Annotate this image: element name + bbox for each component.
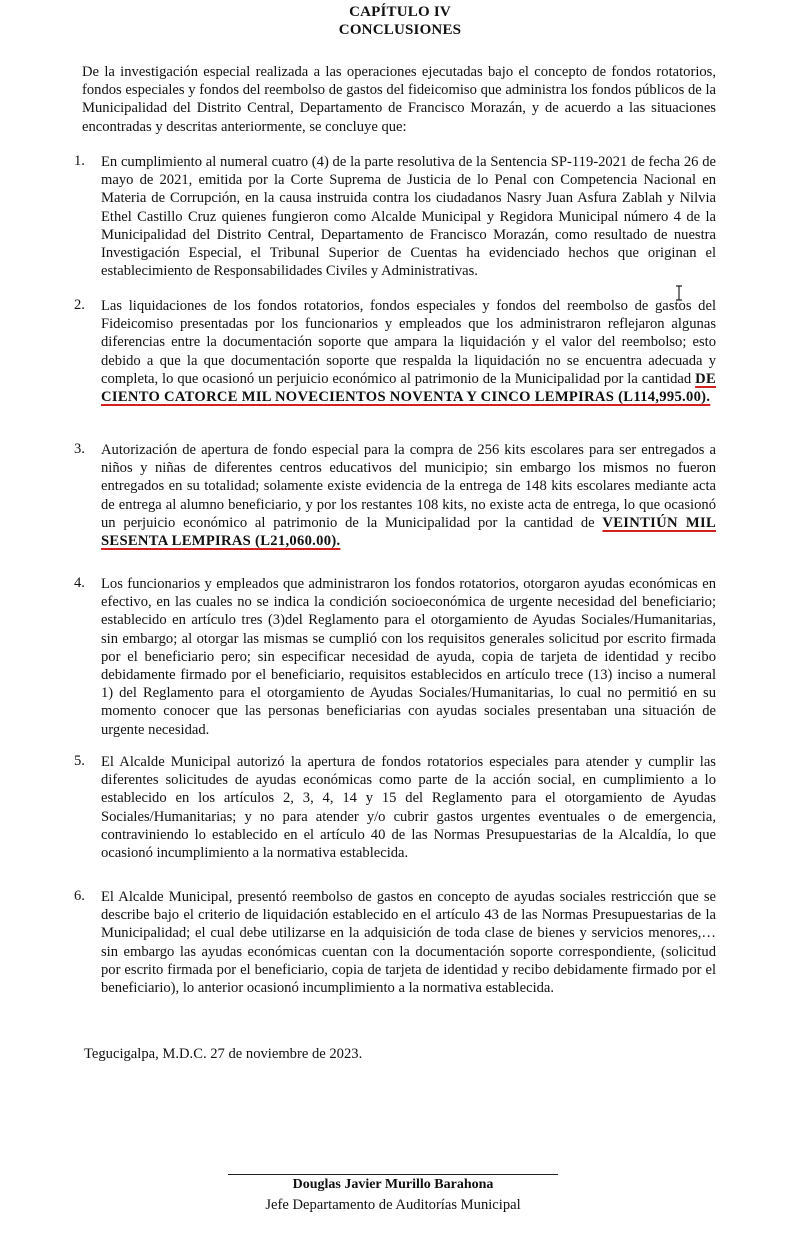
signature-line <box>228 1174 558 1175</box>
text-cursor-icon <box>674 285 684 301</box>
chapter-heading: CAPÍTULO IV <box>349 4 451 20</box>
section-title: CONCLUSIONES <box>338 22 462 38</box>
signatory-name: Douglas Javier Murillo Barahona <box>292 1177 494 1192</box>
item-number: 5. <box>74 753 85 769</box>
intro-paragraph: De la investigación especial realizada a las operaciones ejecutadas bajo el concepto de fondos rotatorios, fondos especiales y fondos del reembolso de gastos del fideicomiso que administra los fondos públicos de la Municipalidad del Distrito Central, Departamento de Francisco Morazán, y de acuerdo a las situaciones encontradas y descritas anteriormente, se concluye que: <box>82 64 716 135</box>
item-text-body: Autorización de apertura de fondo especial para la compra de 256 kits escolares para ser entregados a niños y niñas de diferentes centros educativos del municipio; sin embargo los mismos no fueron entregados en su totalidad; solamente existe evidencia de la entrega de 148 kits escolares mediante acta de entrega al alumno beneficiario, y por los restantes 108 kits, no existe acta de entrega, lo que ocasionó un perjuicio económico al patrimonio de la Municipalidad por la cantidad de <box>101 442 716 531</box>
amount-highlight: DE CIENTO CATORCE MIL NOVECIENTOS NOVENTA Y CINCO LEMPIRAS (L114,995.00). <box>101 370 716 406</box>
conclusion-item-6 <box>74 888 716 997</box>
item-text: En cumplimiento al numeral cuatro (4) de la parte resolutiva de la Sentencia SP-119-2021 de fecha 26 de mayo de 2021, emitida por la Corte Suprema de Justicia de lo Penal con Competencia Nacional en Materia de Corrupción, en la causa instruida contra los ciudadanos Nasry Juan Asfura Zablah y Nilvia Ethel Castillo Cruz quienes fungieron como Alcalde Municipal y Regidora Municipal número 4 de la Municipalidad del Distrito Central, Departamento de Francisco Morazán, como resultado de nuestra Investigación Especial, el Tribunal Superior de Cuentas ha evidenciado hechos que originan el establecimiento de Responsabilidades Civiles y Administrativas. <box>101 154 716 280</box>
item-number: 3. <box>74 441 85 457</box>
place-date: Tegucigalpa, M.D.C. 27 de noviembre de 2023. <box>84 1046 363 1062</box>
signatory-position: Jefe Departamento de Auditorías Municipal <box>265 1197 521 1213</box>
conclusion-item-4 <box>74 575 716 739</box>
item-number: 6. <box>74 888 85 904</box>
item-text <box>101 441 716 550</box>
amount-highlight: VEINTIÚN MIL SESENTA LEMPIRAS (L21,060.00). <box>101 514 716 550</box>
conclusion-item-1 <box>74 153 716 280</box>
conclusion-item-5 <box>74 753 716 862</box>
conclusion-item-3 <box>74 441 716 550</box>
item-text: El Alcalde Municipal, presentó reembolso de gastos en concepto de ayudas sociales restricción que se describe bajo el criterio de liquidación establecido en el artículo 43 de las Normas Presupuestarias de la Municipalidad; el cual debe utilizarse en la adquisición de toda clase de bienes y servicios menores,… sin embargo las ayudas económicas cuentan con la documentación soporte correspondiente, (solicitud por escrito firmada por el beneficiario, copia de tarjeta de identidad y recibo debidamente firmado por el beneficiario), lo anterior ocasionó incumplimiento a la normativa establecida. <box>101 889 716 997</box>
item-text: El Alcalde Municipal autorizó la apertura de fondos rotatorios especiales para atender y cumplir las diferentes solicitudes de ayudas económicas como parte de la acción social, en cumplimiento a lo establecido en los artículos 2, 3, 4, 14 y 15 del Reglamento para el otorgamiento de Ayudas Sociales/Humanitarias; y no para atender y/o cubrir gastos urgentes eventuales o de emergencia, contraviniendo lo establecido en el artículo 40 de las Normas Presupuestarias de la Alcaldía, lo que ocasionó incumplimiento a la normativa establecida. <box>101 754 716 862</box>
item-text-body: Las liquidaciones de los fondos rotatorios, fondos especiales y fondos del reembolso de gastos del Fideicomiso presentadas por los funcionarios y empleados que los administraron reflejaron algunas diferencias entre la documentación soporte que ampara la liquidación y el valor del reembolso; esto debido a que la que documentación soporte que respalda la liquidación no se encuentra adecuada y completa, lo que ocasionó un perjuicio económico al patrimonio de la Municipalidad por la cantidad <box>101 298 716 387</box>
item-number: 1. <box>74 153 85 169</box>
item-text <box>101 297 716 406</box>
item-text: Los funcionarios y empleados que administraron los fondos rotatorios, otorgaron ayudas económicas en efectivo, en las cuales no se indica la condición socioeconómica de urgente necesidad del beneficiario; establecido en artículo tres (3)del Reglamento para el otorgamiento de Ayudas Sociales/Humanitarias, sin embargo; al otorgar las mismas se cumplió con los requisitos generales solicitud por escrito firmada por el beneficiario pero; sin especificar necesidad de ayuda, copia de tarjeta de identidad y recibo debidamente firmado por el beneficiario, requisitos establecidos en artículo trece (13) inciso a numeral 1) del Reglamento para el otorgamiento de Ayudas Sociales/Humanitarias, lo cual no permitió en su momento conocer que las personas beneficiarias con ayudas sociales presentaban una situación de urgente necesidad. <box>101 576 716 738</box>
item-number: 2. <box>74 297 85 313</box>
item-number: 4. <box>74 575 85 591</box>
conclusion-item-2 <box>74 297 716 406</box>
